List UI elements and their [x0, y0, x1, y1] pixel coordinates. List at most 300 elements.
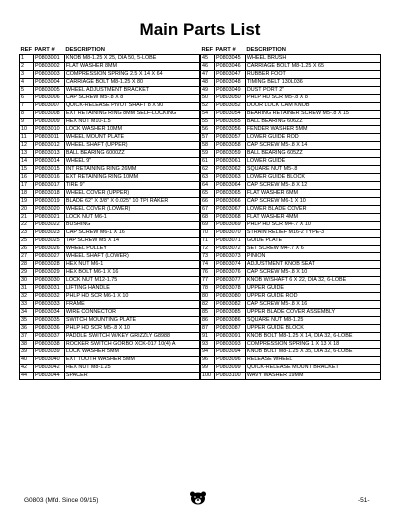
table-row	[20, 277, 200, 285]
table-row	[20, 126, 200, 134]
table-row	[201, 213, 381, 221]
bear-head-icon	[189, 491, 207, 505]
ref-cell: 56	[201, 126, 215, 134]
ref-cell: 15	[20, 166, 34, 174]
description-cell: UPPER GUIDE BLOCK	[245, 324, 380, 332]
ref-cell: 78	[201, 285, 215, 293]
description-cell: CAP SCREW M5-.8 X 16	[245, 301, 380, 309]
description-cell: GUIDE PLATE	[245, 237, 380, 245]
table-row	[20, 197, 200, 205]
description-cell: SQUARE NUT M8-1.25	[245, 316, 380, 324]
table-row	[20, 324, 200, 332]
ref-cell: 22	[20, 221, 34, 229]
ref-cell: 39	[20, 348, 34, 356]
table-row	[20, 293, 200, 301]
description-cell: BALL BEARING 6000ZZ	[64, 150, 199, 158]
description-cell: LOWER BLADE COVER	[245, 205, 380, 213]
ref-cell: 52	[201, 102, 215, 110]
table-row	[20, 332, 200, 340]
part-number-cell: P0803023	[33, 229, 64, 237]
part-number-cell: P0803013	[33, 150, 64, 158]
table-row	[20, 221, 200, 229]
ref-cell: 45	[201, 55, 215, 63]
table-row	[20, 150, 200, 158]
description-cell: WHEEL SHAFT (LOWER)	[64, 253, 199, 261]
table-row	[201, 189, 381, 197]
description-cell: CAP SCREW M5-.8 X 12	[245, 182, 380, 190]
description-cell: SQUARE NUT M5-.8	[245, 166, 380, 174]
description-cell: WAVY WASHER 19MM	[245, 372, 380, 380]
part-number-cell: P0803022	[33, 221, 64, 229]
ref-cell: 27	[20, 253, 34, 261]
table-row	[20, 372, 200, 380]
description-cell: PHLP HD SCR M6-1 X 10	[64, 293, 199, 301]
description-cell: RUBBER FOOT	[245, 70, 380, 78]
parts-table-right	[200, 46, 381, 380]
table-row	[20, 364, 200, 372]
part-number-cell: P0803054	[214, 110, 245, 118]
part-number-cell: P0803071	[214, 237, 245, 245]
part-number-cell: P0803026	[33, 245, 64, 253]
ref-cell: 61	[201, 158, 215, 166]
part-number-cell: P0803032	[33, 293, 64, 301]
part-number-cell: P0803010	[33, 126, 64, 134]
ref-cell: 65	[201, 189, 215, 197]
part-number-cell: P0803050	[214, 94, 245, 102]
part-number-cell: P0803057	[214, 134, 245, 142]
ref-cell: 63	[201, 174, 215, 182]
table-row	[20, 158, 200, 166]
ref-cell: 3	[20, 70, 34, 78]
description-cell: FLAT WASHER 4MM	[245, 213, 380, 221]
table-row	[201, 229, 381, 237]
description-cell: HEX NUT M10-1.5	[64, 118, 199, 126]
table-row	[201, 309, 381, 317]
part-number-cell: P0803008	[33, 110, 64, 118]
part-number-cell: P0803076	[214, 269, 245, 277]
part-number-cell: P0803045	[214, 55, 245, 63]
part-number-cell: P0803038	[33, 340, 64, 348]
part-number-cell: P0803078	[214, 285, 245, 293]
table-row	[20, 182, 200, 190]
table-row	[201, 70, 381, 78]
ref-cell: 82	[201, 301, 215, 309]
description-cell: WHEEL ADJUSTMENT BRACKET	[64, 86, 199, 94]
ref-cell: 86	[201, 316, 215, 324]
part-number-cell: P0803040	[33, 356, 64, 364]
description-cell: CARRIAGE BOLT M8-1.25 X 65	[245, 62, 380, 70]
part-number-cell: P0803093	[214, 340, 245, 348]
ref-cell: 23	[20, 229, 34, 237]
description-cell: FLAT WASHER 6MM	[245, 189, 380, 197]
part-header: PART #	[215, 47, 236, 54]
table-row	[20, 134, 200, 142]
table-row	[20, 316, 200, 324]
part-number-cell: P0803017	[33, 182, 64, 190]
part-number-cell: P0803055	[214, 118, 245, 126]
part-number-cell: P0803099	[214, 364, 245, 372]
part-number-cell: P0803056	[214, 126, 245, 134]
ref-cell: 68	[201, 213, 215, 221]
description-cell: PADDLE SWITCH W/KEY GRIZZLY G8988	[64, 332, 199, 340]
table-row	[201, 150, 381, 158]
part-number-cell: P0803068	[214, 213, 245, 221]
part-number-cell: P0803044	[33, 372, 64, 380]
table-row	[20, 62, 200, 70]
table-row	[201, 126, 381, 134]
table-row	[201, 62, 381, 70]
description-cell: QUICK-RELEASE PIVOT SHAFT 8 X 90	[64, 102, 199, 110]
ref-cell: 16	[20, 174, 34, 182]
table-row	[201, 174, 381, 182]
part-number-cell: P0803019	[33, 197, 64, 205]
table-row	[20, 94, 200, 102]
description-cell: EXT TOOTH WASHER 5MM	[64, 356, 199, 364]
part-number-cell: P0803069	[214, 221, 245, 229]
part-number-cell: P0803006	[33, 94, 64, 102]
part-number-cell: P0803035	[33, 316, 64, 324]
parts-table-left	[19, 46, 200, 380]
description-cell: DOOR LOCK CAM KNOB	[245, 102, 380, 110]
description-cell: PHLP HD SCR M5-.8 X 10	[64, 324, 199, 332]
description-cell: DUST PORT 2"	[245, 86, 380, 94]
table-row	[201, 134, 381, 142]
part-number-cell: P0803047	[214, 70, 245, 78]
part-number-cell: P0803014	[33, 158, 64, 166]
description-cell: TAP SCREW M5 X 14	[64, 237, 199, 245]
part-number-cell: P0803061	[214, 158, 245, 166]
description-cell: PHLP HD SCR M5-.8 X 8	[245, 94, 380, 102]
description-cell: KNOB BOLT M8-1.25 X 14, DIA 32, 6-LOBE	[245, 332, 380, 340]
description-cell: WHEEL 9"	[64, 158, 199, 166]
table-row	[20, 70, 200, 78]
ref-cell: 70	[201, 229, 215, 237]
description-cell: LOCK WASHER 5MM	[64, 348, 199, 356]
description-cell: SPACER	[64, 372, 199, 380]
table-header-row	[20, 46, 200, 55]
description-cell: KNOB BOLT M8-1.25 X 35, DIA 32, 6-LOBE	[245, 348, 380, 356]
ref-cell: 99	[201, 364, 215, 372]
page-title: Main Parts List	[139, 20, 261, 39]
description-cell: TIMING BELT 130L036	[245, 78, 380, 86]
ref-cell: 18	[20, 189, 34, 197]
description-cell: FRAME	[64, 301, 199, 309]
description-cell: HEX NUT M6-1	[64, 261, 199, 269]
ref-cell: 9	[20, 118, 34, 126]
part-number-cell: P0803033	[33, 301, 64, 309]
ref-cell: 13	[20, 150, 34, 158]
table-row	[201, 166, 381, 174]
ref-cell: 57	[201, 134, 215, 142]
ref-header: REF	[201, 47, 214, 54]
table-row	[201, 110, 381, 118]
part-number-cell: P0803029	[33, 269, 64, 277]
page-number: -51-	[358, 497, 370, 504]
description-cell: KNOB W/SHAFT 6 X 22, DIA 32, 6-LOBE	[245, 277, 380, 285]
description-cell: CARRIAGE BOLT M8-1.25 X 80	[64, 78, 199, 86]
ref-cell: 1	[20, 55, 34, 63]
ref-cell: 77	[201, 277, 215, 285]
table-row	[201, 332, 381, 340]
description-cell: HEX BOLT M6-1 X 16	[64, 269, 199, 277]
description-cell: CAP SCREW M5-.8 X 8	[64, 94, 199, 102]
ref-cell: 50	[201, 94, 215, 102]
part-number-cell: P0803001	[33, 55, 64, 63]
model-footer: G0803 (Mfd. Since 09/15)	[24, 497, 99, 504]
ref-cell: 2	[20, 62, 34, 70]
table-row	[201, 348, 381, 356]
part-number-cell: P0803059	[214, 150, 245, 158]
description-cell: SET SCREW M4-.7 X 6	[245, 245, 380, 253]
table-row	[201, 269, 381, 277]
description-cell: LOWER GUIDE ROD	[245, 134, 380, 142]
table-row	[201, 285, 381, 293]
table-row	[20, 142, 200, 150]
part-number-cell: P0803025	[33, 237, 64, 245]
description-cell: INT RETAINING RING 26MM	[64, 166, 199, 174]
part-number-cell: P0803065	[214, 189, 245, 197]
table-row	[20, 261, 200, 269]
table-row	[201, 237, 381, 245]
part-number-cell: P0803073	[214, 253, 245, 261]
part-number-cell: P0803018	[33, 189, 64, 197]
table-row	[20, 213, 200, 221]
part-number-cell: P0803042	[33, 364, 64, 372]
part-number-cell: P0803094	[214, 348, 245, 356]
description-cell: WHEEL MOUNT PLATE	[64, 134, 199, 142]
description-cell: WHEEL COVER (LOWER)	[64, 205, 199, 213]
table-row	[201, 245, 381, 253]
ref-cell: 42	[20, 364, 34, 372]
table-row	[20, 253, 200, 261]
description-cell: ROCKER SWITCH GORBO XCK-017 10(4) A	[64, 340, 199, 348]
table-row	[201, 316, 381, 324]
part-number-cell: P0803100	[214, 372, 245, 380]
ref-cell: 37	[20, 332, 34, 340]
part-number-cell: P0803072	[214, 245, 245, 253]
ref-header: REF	[20, 47, 33, 54]
description-cell: LOCK WASHER 10MM	[64, 126, 199, 134]
ref-cell: 32	[20, 293, 34, 301]
ref-cell: 21	[20, 213, 34, 221]
part-number-cell: P0803020	[33, 205, 64, 213]
part-number-cell: P0803039	[33, 348, 64, 356]
description-cell: RELEASE WHEEL	[245, 356, 380, 364]
table-row	[201, 142, 381, 150]
part-number-cell: P0803085	[214, 309, 245, 317]
description-cell: CAP SCREW M5-.8 X 14	[245, 142, 380, 150]
table-row	[20, 55, 200, 63]
part-number-cell: P0803086	[214, 316, 245, 324]
part-number-cell: P0803049	[214, 86, 245, 94]
table-row	[20, 245, 200, 253]
ref-cell: 73	[201, 253, 215, 261]
description-cell: WIRE CONNECTOR	[64, 309, 199, 317]
description-cell: TIRE 9"	[64, 182, 199, 190]
table-row	[20, 86, 200, 94]
part-number-cell: P0803036	[33, 324, 64, 332]
ref-cell: 100	[201, 372, 215, 380]
description-cell: UPPER GUIDE	[245, 285, 380, 293]
part-number-cell: P0803052	[214, 102, 245, 110]
ref-cell: 40	[20, 356, 34, 364]
ref-cell: 31	[20, 285, 34, 293]
description-cell: EXT RETAINING RING 8MM SELF-LOCKING	[64, 110, 199, 118]
description-cell: CAP SCREW M5-.8 X 10	[245, 269, 380, 277]
part-number-cell: P0803011	[33, 134, 64, 142]
part-number-cell: P0803048	[214, 78, 245, 86]
part-number-cell: P0803066	[214, 197, 245, 205]
ref-cell: 44	[20, 372, 34, 380]
table-row	[20, 174, 200, 182]
part-number-cell: P0803004	[33, 78, 64, 86]
ref-cell: 33	[20, 301, 34, 309]
ref-cell: 17	[20, 182, 34, 190]
table-row	[201, 221, 381, 229]
ref-cell: 71	[201, 237, 215, 245]
part-number-cell: P0803030	[33, 277, 64, 285]
ref-cell: 59	[201, 150, 215, 158]
table-row	[201, 261, 381, 269]
table-row	[201, 158, 381, 166]
table-row	[201, 340, 381, 348]
part-number-cell: P0803007	[33, 102, 64, 110]
part-number-cell: P0803009	[33, 118, 64, 126]
ref-cell: 64	[201, 182, 215, 190]
part-number-cell: P0803028	[33, 261, 64, 269]
part-number-cell: P0803034	[33, 309, 64, 317]
part-header: PART #	[34, 47, 55, 54]
description-cell: WHEEL BRUSH	[245, 55, 380, 63]
ref-cell: 76	[201, 269, 215, 277]
table-row	[201, 277, 381, 285]
table-row	[201, 253, 381, 261]
ref-cell: 25	[20, 237, 34, 245]
table-row	[20, 229, 200, 237]
ref-cell: 94	[201, 348, 215, 356]
ref-cell: 26	[20, 245, 34, 253]
ref-cell: 80	[201, 293, 215, 301]
ref-cell: 36	[20, 324, 34, 332]
description-cell: UPPER BLADE COVER ASSEMBLY	[245, 309, 380, 317]
part-number-cell: P0803091	[214, 332, 245, 340]
description-cell: WHEEL PULLEY	[64, 245, 199, 253]
table-row	[20, 78, 200, 86]
part-number-cell: P0803062	[214, 166, 245, 174]
ref-cell: 35	[20, 316, 34, 324]
ref-cell: 58	[201, 142, 215, 150]
table-row	[201, 301, 381, 309]
description-cell: EXT RETAINING RING 10MM	[64, 174, 199, 182]
ref-cell: 66	[201, 197, 215, 205]
description-cell: COMPRESSION SPRING 2.5 X 14 X 64	[64, 70, 199, 78]
ref-cell: 19	[20, 197, 34, 205]
part-number-cell: P0803016	[33, 174, 64, 182]
ref-cell: 93	[201, 340, 215, 348]
ref-cell: 28	[20, 261, 34, 269]
table-row	[201, 197, 381, 205]
description-cell: WHEEL COVER (UPPER)	[64, 189, 199, 197]
ref-cell: 11	[20, 134, 34, 142]
part-number-cell: P0803005	[33, 86, 64, 94]
description-cell: BALL BEARING 605ZZ	[245, 150, 380, 158]
ref-cell: 72	[201, 245, 215, 253]
description-cell: KNOB M8-1.25 X 25, DIA 50, 5-LOBE	[64, 55, 199, 63]
ref-cell: 30	[20, 277, 34, 285]
ref-cell: 8	[20, 110, 34, 118]
description-cell: BUSHING	[64, 221, 199, 229]
table-row	[20, 189, 200, 197]
part-number-cell: P0803012	[33, 142, 64, 150]
description-cell: BLADE 62" X 3/8" X 0.025" 10 TPI RAKER	[64, 197, 199, 205]
ref-cell: 67	[201, 205, 215, 213]
description-cell: FLAT WASHER 8MM	[64, 62, 199, 70]
part-number-cell: P0803002	[33, 62, 64, 70]
description-cell: CAP SCREW M6-1 X 10	[245, 197, 380, 205]
ref-cell: 46	[201, 62, 215, 70]
table-row	[20, 301, 200, 309]
ref-cell: 7	[20, 102, 34, 110]
ref-cell: 5	[20, 86, 34, 94]
ref-cell: 38	[20, 340, 34, 348]
description-cell: LIFTING HANDLE	[64, 285, 199, 293]
part-number-cell: P0803015	[33, 166, 64, 174]
part-number-cell: P0803064	[214, 182, 245, 190]
table-row	[201, 293, 381, 301]
description-cell: SWITCH MOUNTING PLATE	[64, 316, 199, 324]
table-row	[201, 94, 381, 102]
part-number-cell: P0803031	[33, 285, 64, 293]
part-number-cell: P0803058	[214, 142, 245, 150]
part-number-cell: P0803096	[214, 356, 245, 364]
part-number-cell: P0803087	[214, 324, 245, 332]
table-row	[201, 118, 381, 126]
part-number-cell: P0803080	[214, 293, 245, 301]
ref-cell: 34	[20, 309, 34, 317]
ref-cell: 85	[201, 309, 215, 317]
table-row	[20, 118, 200, 126]
description-cell: LOWER GUIDE	[245, 158, 380, 166]
table-row	[20, 269, 200, 277]
description-cell: COMPRESSION SPRING 1 X 13 X 18	[245, 340, 380, 348]
description-cell: PINION	[245, 253, 380, 261]
part-number-cell: P0803063	[214, 174, 245, 182]
part-number-cell: P0803070	[214, 229, 245, 237]
part-number-cell: P0803082	[214, 301, 245, 309]
ref-cell: 74	[201, 261, 215, 269]
ref-cell: 62	[201, 166, 215, 174]
part-number-cell: P0803074	[214, 261, 245, 269]
part-number-cell: P0803046	[214, 62, 245, 70]
parts-tables	[19, 46, 381, 380]
ref-cell: 55	[201, 118, 215, 126]
description-header: DESCRIPTION	[65, 47, 105, 54]
table-row	[20, 205, 200, 213]
description-header: DESCRIPTION	[246, 47, 286, 54]
table-row	[20, 102, 200, 110]
ref-cell: 48	[201, 78, 215, 86]
part-number-cell: P0803027	[33, 253, 64, 261]
table-row	[201, 182, 381, 190]
description-cell: CAP SCREW M6-1 X 16	[64, 229, 199, 237]
table-row	[201, 102, 381, 110]
table-row	[201, 364, 381, 372]
description-cell: BEARING RETAINER SCREW M5-.8 X 15	[245, 110, 380, 118]
ref-cell: 47	[201, 70, 215, 78]
ref-cell: 69	[201, 221, 215, 229]
description-cell: UPPER GUIDE ROD	[245, 293, 380, 301]
table-header-row	[201, 46, 381, 55]
